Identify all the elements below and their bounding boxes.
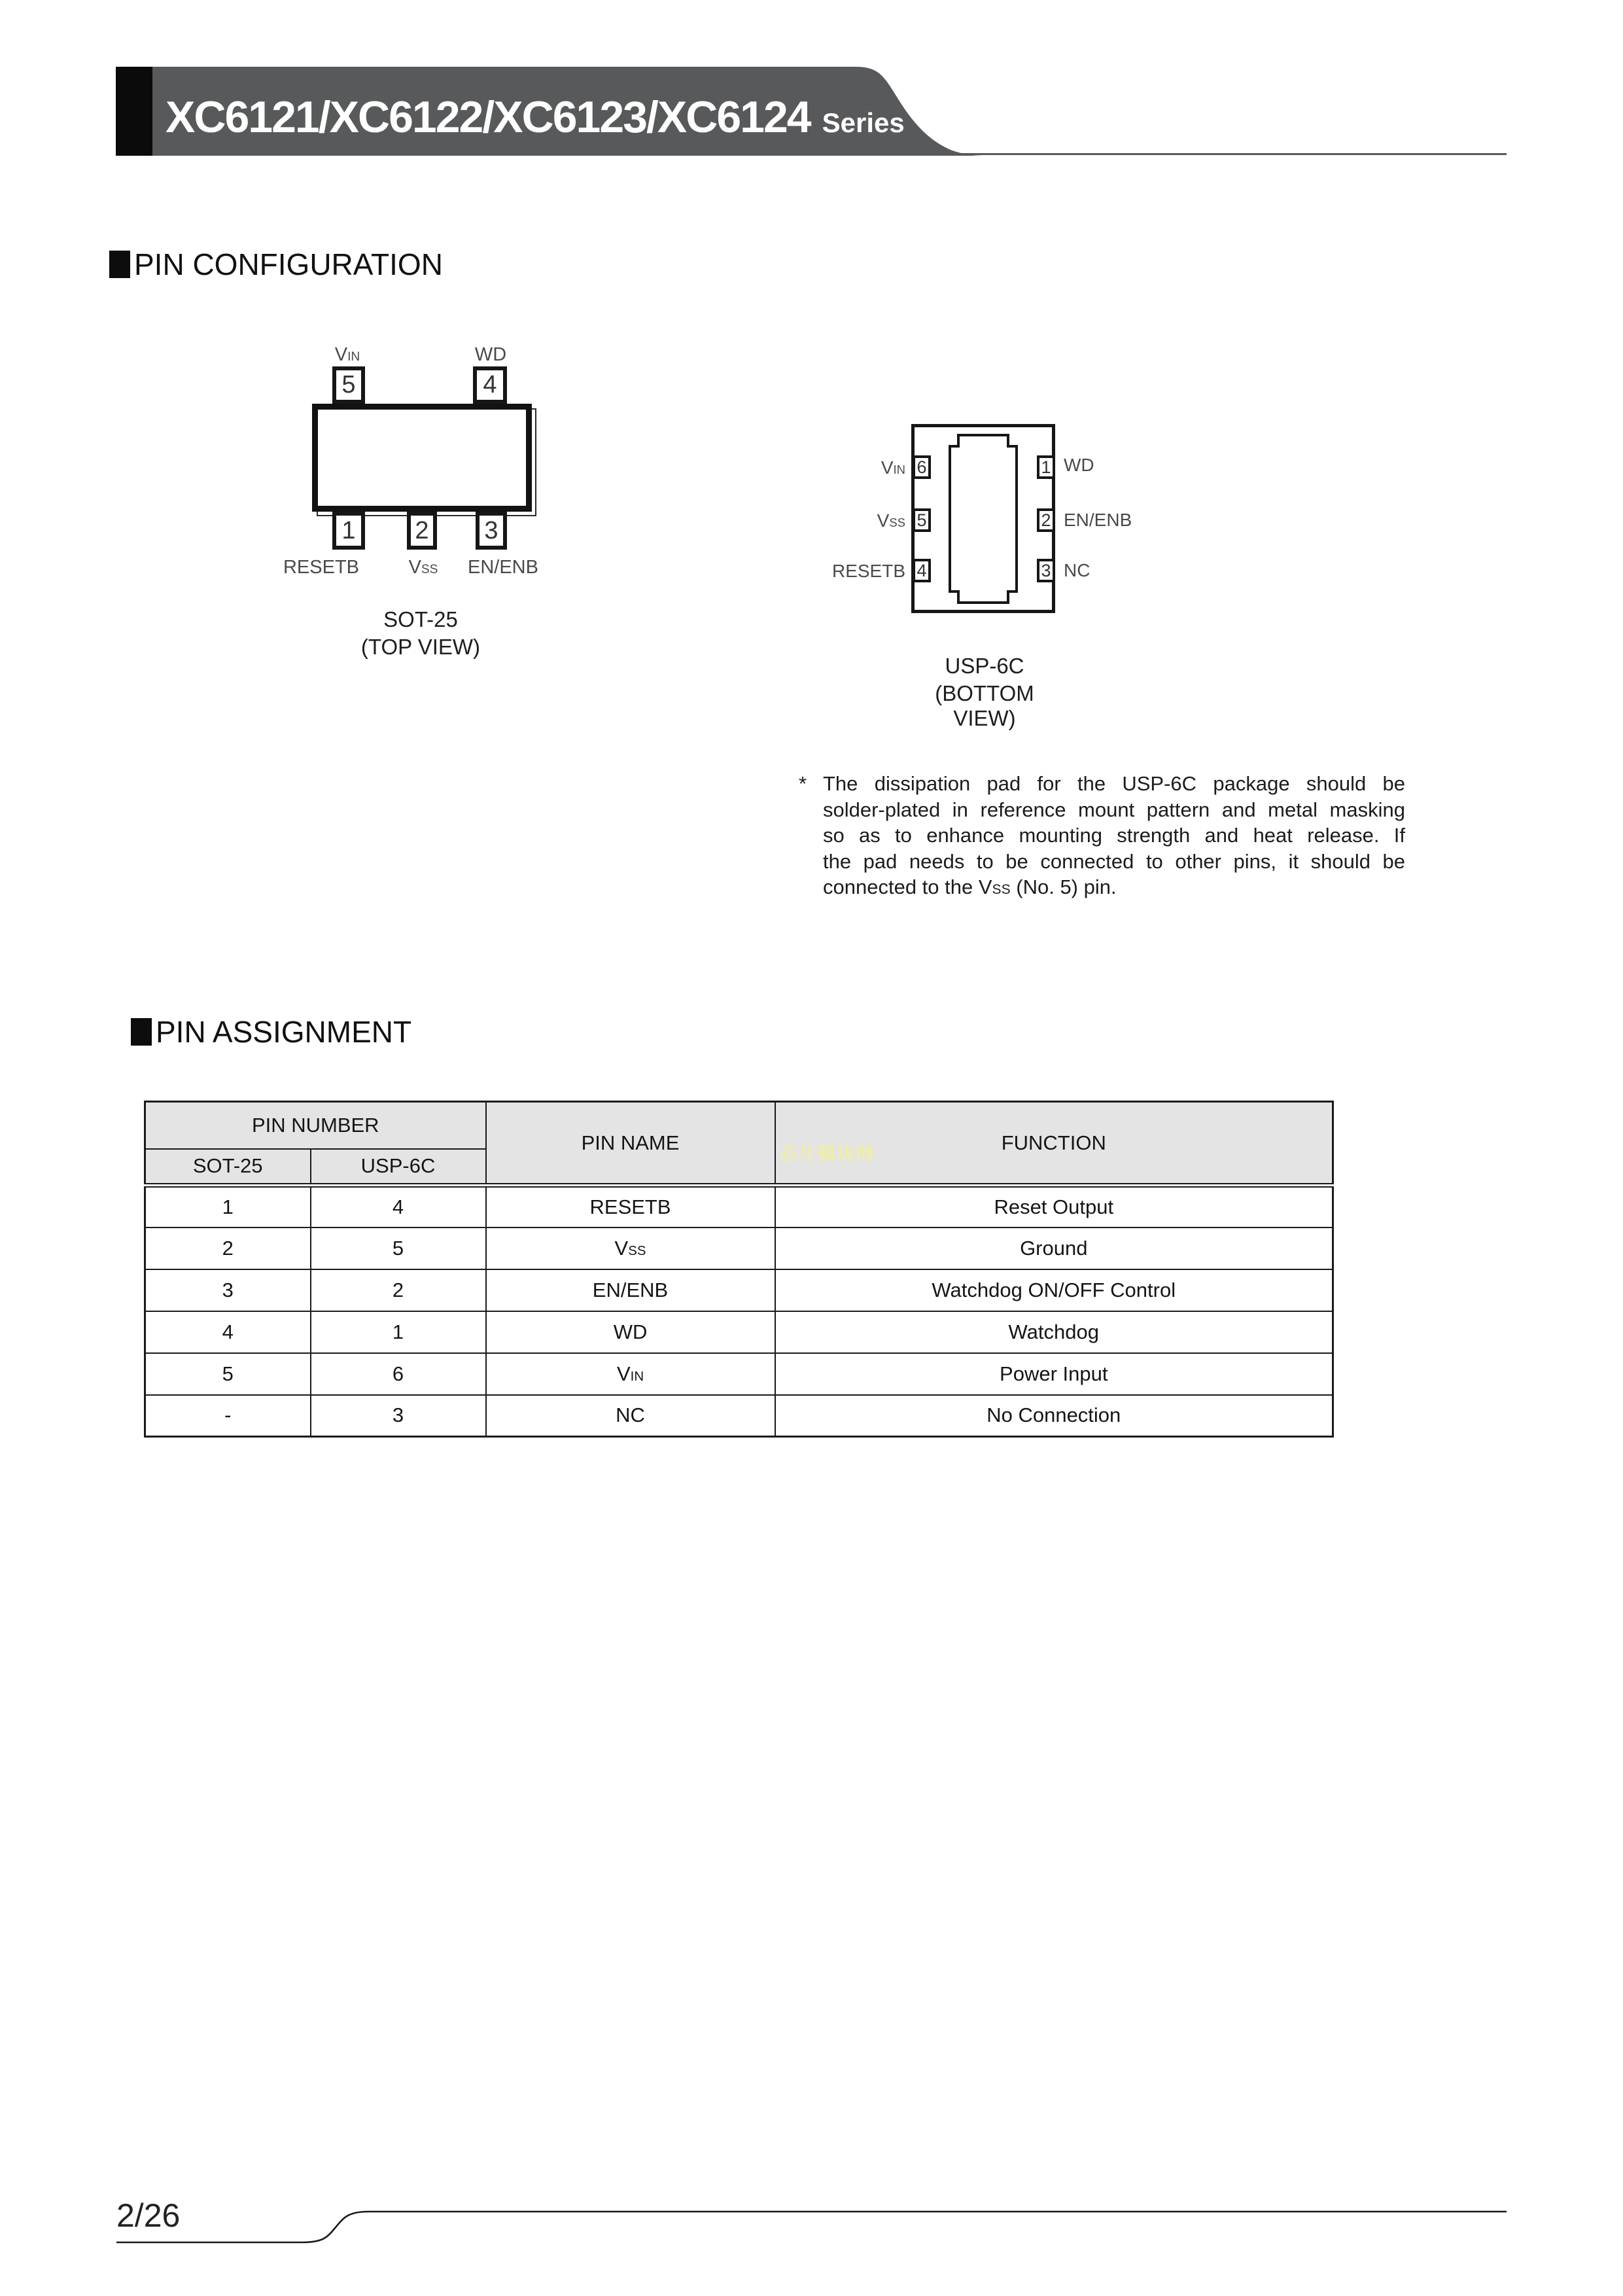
heading-square-icon: [109, 251, 130, 278]
section-heading-pin-configuration: [109, 249, 443, 280]
usp6c-pin2-box: 2: [1037, 508, 1055, 532]
sot25-pin3-box: 3: [476, 512, 507, 550]
sot25-pin4-label: WD: [474, 344, 507, 365]
cell-pin-name: VSS: [486, 1227, 775, 1269]
sot25-package-body: [312, 404, 532, 512]
cell-pin-name: EN/ENB: [486, 1269, 775, 1311]
page-number: 2/26: [116, 2197, 181, 2234]
sot25-pin1-label: RESETB: [283, 557, 360, 578]
table-row: [145, 1353, 1333, 1395]
banner-accent-bar: [116, 67, 152, 156]
cell-function: No Connection: [775, 1395, 1333, 1437]
note-line: The dissipation pad for the USP-6C package should be: [823, 772, 1405, 795]
cell-usp6c: 5: [311, 1227, 486, 1269]
heading-square-icon: [131, 1018, 152, 1046]
note-line: the pad needs to be connected to other pins, it should be: [823, 849, 1405, 873]
pin-assignment-table: [144, 1101, 1332, 1438]
col-header-usp6c: USP-6C: [311, 1149, 486, 1186]
usp6c-caption: USP-6C: [945, 654, 1024, 678]
sot25-pin4-box: 4: [473, 366, 507, 404]
cell-pin-name: RESETB: [486, 1186, 775, 1227]
table-row: [145, 1311, 1333, 1353]
col-header-pin-name: PIN NAME: [486, 1102, 775, 1186]
table-row: [145, 1395, 1333, 1437]
sot25-pin5-box: 5: [332, 366, 365, 404]
table-row: [145, 1269, 1333, 1311]
section-title: PIN ASSIGNMENT: [156, 1015, 412, 1049]
usp6c-view-caption: (BOTTOM VIEW): [935, 681, 1034, 730]
pin-name-subscript: SS: [628, 1243, 646, 1258]
note-line: solder-plated in reference mount pattern and metal masking: [823, 798, 1405, 821]
sot25-pin2-box: 2: [407, 512, 437, 550]
footer-rule: [0, 2205, 1623, 2251]
cell-pin-name: NC: [486, 1395, 775, 1437]
usp6c-pin6-label: VIN: [881, 457, 905, 478]
usp6c-pin5-box: 5: [913, 508, 931, 532]
cell-usp6c: 4: [311, 1186, 486, 1227]
cell-usp6c: 3: [311, 1395, 486, 1437]
usp6c-pin4-box: 4: [913, 559, 931, 582]
cell-usp6c: 1: [311, 1311, 486, 1353]
cell-function: Reset Output: [775, 1186, 1333, 1227]
sot25-pin1-box: 1: [332, 512, 365, 550]
usp6c-pin3-label: NC: [1064, 560, 1091, 580]
pin-name-subscript: IN: [630, 1368, 644, 1384]
cell-function: Watchdog: [775, 1311, 1333, 1353]
cell-function: Watchdog ON/OFF Control: [775, 1269, 1333, 1311]
section-heading-pin-assignment: [131, 1016, 411, 1048]
section-title: PIN CONFIGURATION: [134, 247, 443, 281]
cell-usp6c: 6: [311, 1353, 486, 1395]
col-header-function: FUNCTION: [775, 1102, 1333, 1186]
usp6c-note: [823, 771, 1405, 903]
note-line: connected to the VSS (No. 5) pin.: [823, 875, 1117, 898]
cell-sot25: 1: [145, 1186, 311, 1227]
table-row: [145, 1227, 1333, 1269]
sot25-pin2-label: VSS: [408, 557, 438, 578]
banner: [166, 92, 905, 142]
document-title: XC6121/XC6122/XC6123/XC6124: [166, 92, 811, 142]
note-line: so as to enhance mounting strength and heat release. If: [823, 824, 1405, 847]
cell-usp6c: 2: [311, 1269, 486, 1311]
col-header-pin-number: PIN NUMBER: [145, 1102, 486, 1149]
cell-function: Power Input: [775, 1353, 1333, 1395]
usp6c-dissipation-pad: [947, 434, 1019, 604]
cell-pin-name: WD: [486, 1311, 775, 1353]
cell-sot25: 2: [145, 1227, 311, 1269]
sot25-pin5-label: VIN: [334, 344, 360, 365]
note-asterisk: *: [799, 772, 807, 795]
cell-sot25: -: [145, 1395, 311, 1437]
site-watermark: 芯片模块网: [780, 1144, 875, 1164]
cell-pin-name: VIN: [486, 1353, 775, 1395]
table-row: [145, 1186, 1333, 1227]
cell-sot25: 5: [145, 1353, 311, 1395]
sot25-caption: SOT-25: [383, 607, 458, 631]
usp6c-pin2-label: EN/ENB: [1064, 510, 1132, 530]
usp6c-pin1-label: WD: [1064, 455, 1094, 475]
usp6c-pin5-label: VSS: [877, 510, 905, 531]
document-title-series: Series: [822, 107, 905, 138]
col-header-sot25: SOT-25: [145, 1149, 311, 1186]
cell-function: Ground: [775, 1227, 1333, 1269]
usp6c-pin1-box: 1: [1037, 455, 1055, 479]
cell-sot25: 3: [145, 1269, 311, 1311]
usp6c-pin6-box: 6: [913, 455, 931, 479]
sot25-pin3-label: EN/ENB: [468, 557, 538, 578]
sot25-view-caption: (TOP VIEW): [360, 635, 481, 659]
usp6c-pin4-label: RESETB: [831, 561, 905, 581]
usp6c-pin3-box: 3: [1037, 559, 1055, 582]
cell-sot25: 4: [145, 1311, 311, 1353]
